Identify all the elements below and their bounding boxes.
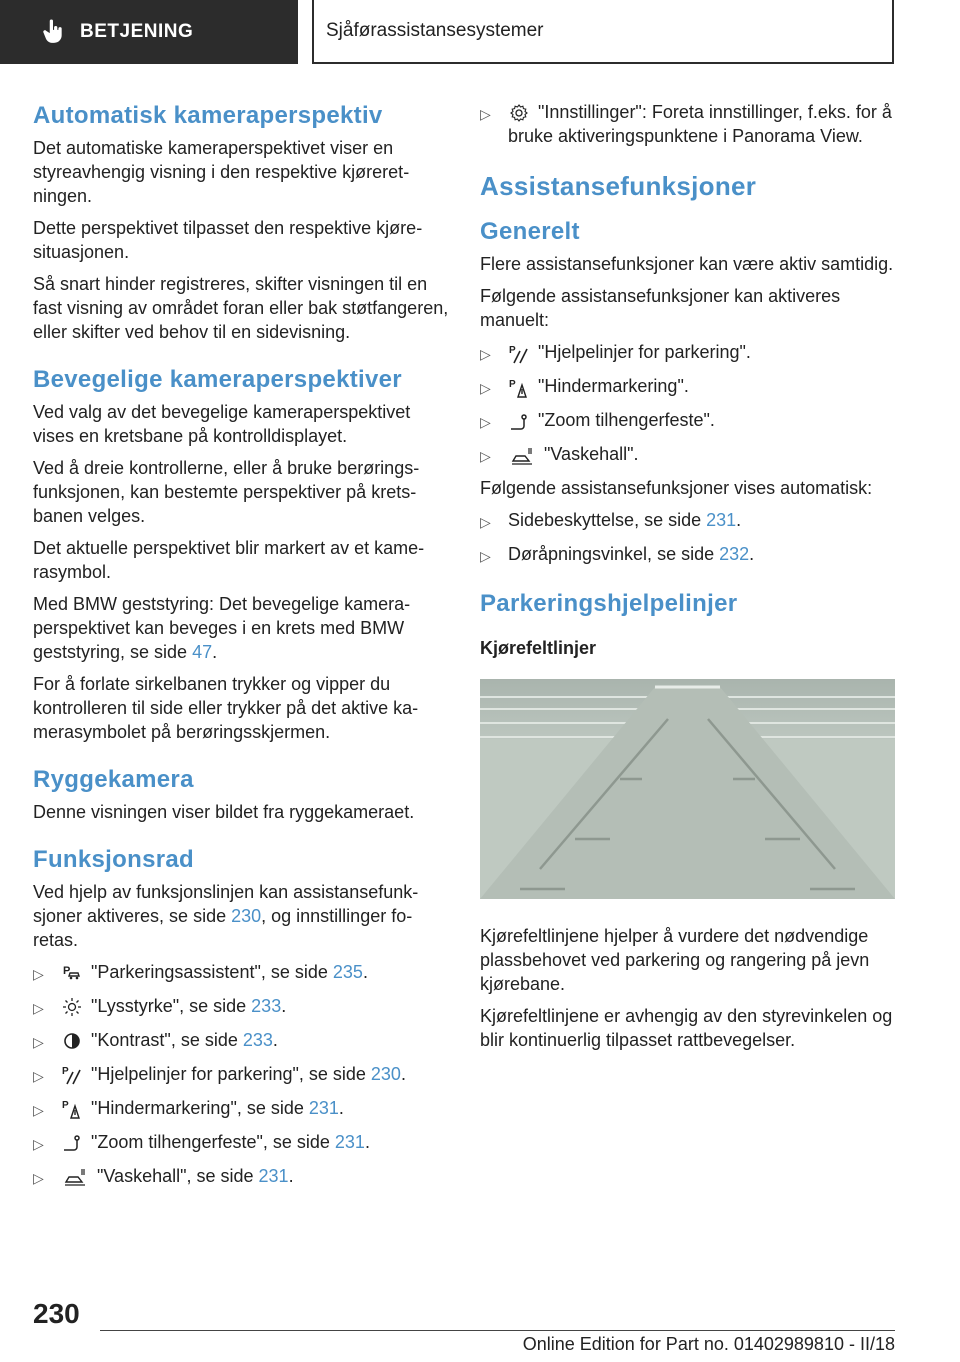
bullet-triangle-icon: ▷ [33, 1068, 44, 1084]
settings-list [480, 100, 898, 148]
paragraph: For å forlate sirkelbanen trykker og vipper du kontrolleren til side eller trykker på det aktive kamerasymbolet på berøringsskjermen. [33, 674, 419, 742]
footer-divider [100, 1330, 895, 1331]
bullet-triangle-icon: ▷ [480, 346, 491, 363]
section-reverse-camera [33, 764, 451, 824]
text: "Hindermarkering". [538, 376, 689, 397]
heading-reverse-camera: Ryggekamera [33, 766, 194, 793]
list-item [480, 374, 898, 400]
paragraph: Ved å dreie kontrollerne, eller å bruke berøringsfunksjonen, kan bestemte perspektiver på kretsbanen velges. [33, 458, 420, 526]
page-header [0, 0, 960, 66]
paragraph [33, 880, 451, 952]
right-column [480, 100, 898, 1060]
manual-functions-list [480, 340, 898, 468]
paragraph: Følgende assistansefunksjoner kan aktiveres manuelt: [480, 286, 841, 331]
text: Sidebeskyttelse, se side [508, 510, 707, 531]
hand-pointer-icon [40, 19, 66, 45]
text: "Kontrast", se side [91, 1030, 243, 1050]
list-item [480, 508, 898, 534]
page-link[interactable]: 235 [332, 962, 363, 982]
section-automatic-camera [33, 100, 451, 344]
subheading-lane-lines: Kjørefeltlinjer [480, 638, 597, 659]
paragraph: Dette perspektivet tilpasset den respektive kjøresituasjonen. [33, 218, 423, 262]
paragraph: Flere assistansefunksjoner kan være aktiv samtidig. [480, 254, 894, 275]
text: . [281, 996, 287, 1016]
text: "Hjelpelinjer for parkering", se side [91, 1064, 371, 1084]
auto-functions-list [480, 508, 898, 568]
heading-assist-functions: Assistansefunksjoner [480, 171, 757, 202]
text: "Vaskehall", se side [97, 1166, 259, 1186]
trailer-hitch-icon [61, 1132, 83, 1154]
heading-function-bar: Funksjonsrad [33, 846, 194, 873]
list-item [480, 442, 898, 468]
list-item [480, 542, 898, 568]
bullet-triangle-icon: ▷ [480, 380, 491, 397]
text: Med BMW geststyring: Det bevegelige kameraperspektivet kan beveges i en krets med BMW geststyring, se side [33, 594, 411, 662]
list-item [33, 1130, 451, 1156]
topic-title [312, 0, 894, 64]
trailer-hitch-icon [508, 411, 530, 433]
bullet-triangle-icon: ▷ [480, 414, 491, 431]
page-link[interactable]: 230 [231, 906, 262, 926]
page-link[interactable]: 231 [334, 1132, 365, 1152]
page-link[interactable]: 233 [251, 996, 282, 1016]
text: Døråpningsvinkel, se side [508, 544, 720, 565]
obstacle-marking-icon [508, 377, 530, 399]
bullet-triangle-icon: ▷ [33, 966, 44, 982]
section-movable-camera [33, 364, 451, 744]
section-parking-lines [480, 588, 898, 1052]
list-item [33, 1062, 451, 1088]
list-item [33, 1028, 451, 1054]
heading-general: Generelt [480, 218, 580, 246]
bullet-triangle-icon: ▷ [480, 514, 491, 531]
page-link[interactable]: 231 [706, 510, 737, 531]
contrast-icon [61, 1030, 83, 1052]
function-list [33, 960, 451, 1190]
page-link[interactable]: 233 [242, 1030, 273, 1050]
text: "Parkeringsassistent", se side [91, 962, 333, 982]
text: "Hjelpelinjer for parkering". [538, 342, 751, 363]
text: . [400, 1064, 406, 1084]
list-item [480, 340, 898, 366]
bullet-triangle-icon: ▷ [33, 1170, 44, 1186]
text: "Zoom tilhengerfeste". [538, 410, 715, 431]
text: Ved hjelp av funksjonslinjen kan assistansefunksjoner aktiveres, se side [33, 882, 419, 926]
topic-label: Sjåførassistansesystemer [326, 20, 544, 41]
paragraph: Det aktuelle perspektivet blir markert av et kamerasymbol. [33, 538, 425, 582]
text: "Innstillinger": Foreta innstillinger, f.eks. for å bruke aktiveringspunktene i Panorama View. [508, 102, 892, 147]
heading-automatic-camera: Automatisk kameraperspektiv [33, 102, 383, 129]
text: "Lysstyrke", se side [91, 996, 252, 1016]
brightness-icon [61, 996, 83, 1018]
text: . [338, 1098, 344, 1118]
car-wash-icon [61, 1166, 89, 1188]
parking-assistant-icon [61, 962, 83, 984]
paragraph: Så snart hinder registreres, skifter visningen til en fast visning av området foran eller bak støtfangeren, eller skifter ved behov til en sidevisning. [33, 274, 449, 342]
paragraph: Denne visningen viser bildet fra ryggekameraet. [33, 802, 415, 822]
lane-lines-illustration [480, 679, 895, 899]
settings-gear-icon [508, 102, 530, 124]
page-link[interactable]: 231 [308, 1098, 339, 1118]
text: "Vaskehall". [544, 444, 639, 465]
bullet-triangle-icon: ▷ [480, 106, 491, 122]
page-link[interactable]: 231 [258, 1166, 289, 1186]
bullet-triangle-icon: ▷ [480, 448, 491, 465]
list-item [33, 994, 451, 1020]
paragraph: Det automatiske kameraperspektivet viser en styreavhengig visning i den respektive kjøreretningen. [33, 138, 410, 206]
section-general [480, 216, 898, 568]
parking-lines-icon [508, 343, 530, 365]
svg-text:P: P [63, 965, 71, 978]
list-item [480, 408, 898, 434]
bullet-triangle-icon: ▷ [480, 548, 491, 565]
list-item [33, 1096, 451, 1122]
paragraph: Følgende assistansefunksjoner vises automatisk: [480, 478, 873, 499]
svg-text:P: P [62, 1100, 69, 1112]
text: . [362, 962, 368, 982]
section-tab [0, 0, 298, 64]
text: , og innstillinger foretas. [33, 906, 413, 950]
list-item [33, 960, 451, 986]
page-number: 230 [33, 1298, 80, 1329]
page-link[interactable]: 230 [370, 1064, 401, 1084]
paragraph: Ved valg av det bevegelige kameraperspektivet vises en kretsbane på kontrolldisplayet. [33, 402, 411, 446]
svg-text:P: P [509, 344, 516, 356]
page-link[interactable]: 47 [192, 642, 213, 662]
text: . [288, 1166, 294, 1186]
list-item [480, 100, 898, 148]
obstacle-marking-icon [61, 1098, 83, 1120]
paragraph: Kjørefeltlinjene er avhengig av den styrevinkelen og blir kontinuerlig tilpasset rattbevegelser. [480, 1006, 893, 1051]
page-link[interactable]: 232 [719, 544, 750, 565]
section-title: BETJENING [80, 21, 194, 42]
edition-note: Online Edition for Part no. 01402989810 - II/18 [522, 1334, 895, 1354]
heading-movable-camera: Bevegelige kameraperspektiver [33, 366, 402, 393]
paragraph: Kjørefeltlinjene hjelper å vurdere det nødvendige plassbehovet ved parkering og rangering på jevn kjørebane. [480, 926, 870, 995]
text: . [272, 1030, 278, 1050]
text: . [736, 510, 742, 531]
bullet-triangle-icon: ▷ [33, 1034, 44, 1050]
text: . [364, 1132, 370, 1152]
svg-text:P: P [509, 378, 516, 390]
bullet-triangle-icon: ▷ [33, 1102, 44, 1118]
paragraph [33, 592, 451, 664]
svg-text:P: P [62, 1066, 69, 1078]
bullet-triangle-icon: ▷ [33, 1136, 44, 1152]
text: "Zoom tilhengerfeste", se side [91, 1132, 335, 1152]
left-column [33, 100, 451, 1198]
text: . [749, 544, 755, 565]
text: "Hindermarkering", se side [91, 1098, 309, 1118]
parking-lines-icon [61, 1064, 83, 1086]
heading-parking-lines: Parkeringshjelpelinjer [480, 590, 738, 618]
list-item [33, 1164, 451, 1190]
bullet-triangle-icon: ▷ [33, 1000, 44, 1016]
section-function-bar [33, 844, 451, 1190]
text: . [212, 642, 218, 662]
car-wash-icon [508, 445, 536, 467]
